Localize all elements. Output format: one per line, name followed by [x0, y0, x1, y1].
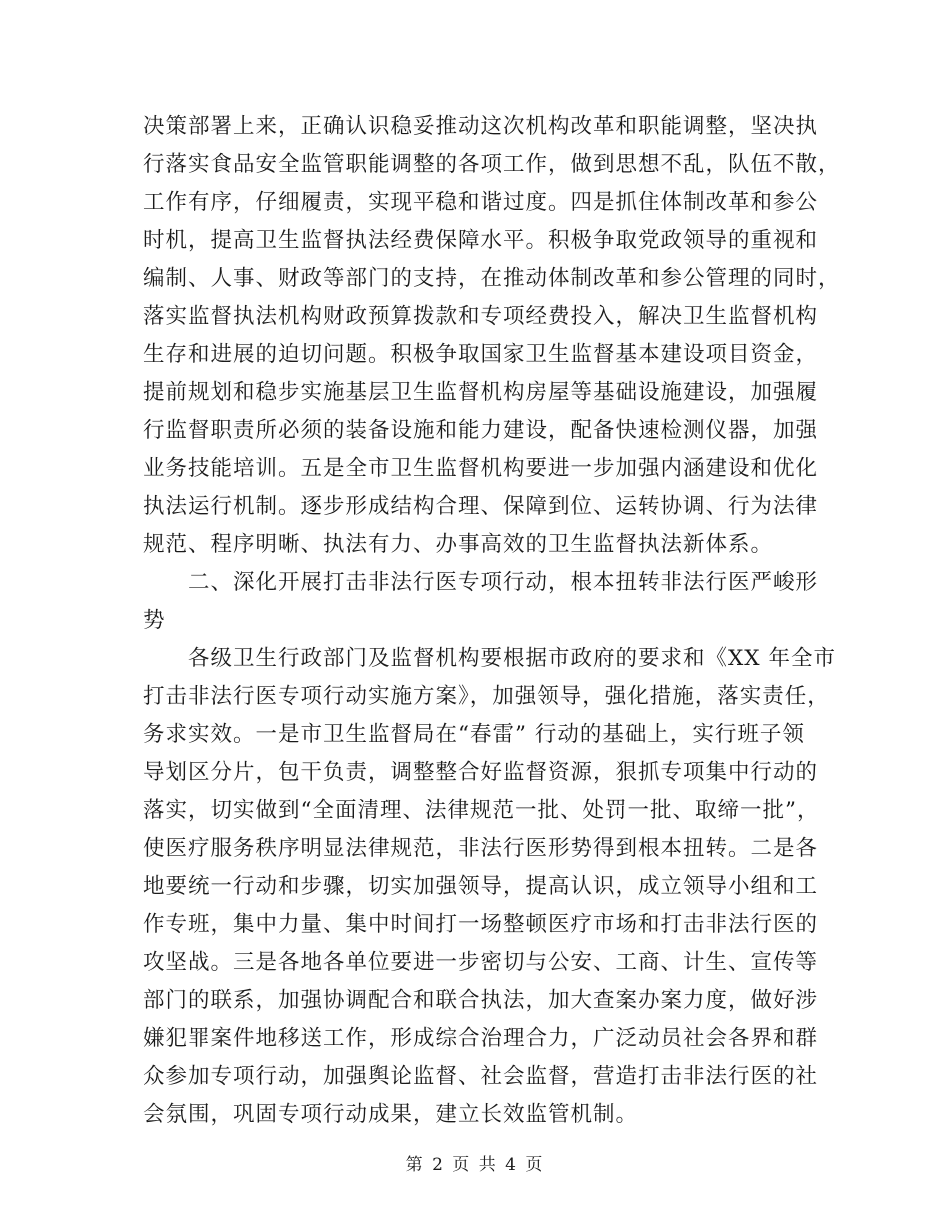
page-number-footer: 第 2 页 共 4 页	[405, 1155, 545, 1175]
paragraph-1-line-1: 决策部署上来，正确认识稳妥推动这次机构改革和职能调整，坚决执	[143, 114, 819, 139]
paragraph-1-line-3: 工作有序，仔细履责，实现平稳和谐过度。四是抓住体制改革和参公	[143, 190, 819, 215]
paragraph-2-line-8: 作专班，集中力量、集中时间打一场整顿医疗市场和打击非法行医的	[143, 912, 819, 937]
paragraph-2-line-3: 务求实效。一是市卫生监督局在“春雷” 行动的基础上，实行班子领	[143, 722, 805, 747]
paragraph-1-line-11: 执法运行机制。逐步形成结构合理、保障到位、运转协调、行为法律	[143, 494, 819, 519]
paragraph-1-line-7: 生存和进展的迫切问题。积极争取国家卫生监督基本建设项目资金，	[143, 342, 819, 367]
paragraph-2-line-2: 打击非法行医专项行动实施方案》，加强领导，强化措施，落实责任，	[143, 684, 830, 709]
paragraph-1-line-10: 业务技能培训。五是全市卫生监督机构要进一步加强内涵建设和优化	[143, 456, 819, 481]
paragraph-1-line-12: 规范、程序明晰、执法有力、办事高效的卫生监督执法新体系。	[143, 532, 774, 557]
paragraph-2-line-12: 众参加专项行动，加强舆论监督、社会监督，营造打击非法行医的社	[143, 1064, 819, 1089]
paragraph-2-line-9: 攻坚战。三是各地各单位要进一步密切与公安、工商、计生、宣传等	[143, 950, 819, 975]
paragraph-1-line-2: 行落实食品安全监管职能调整的各项工作，做到思想不乱，队伍不散，	[143, 152, 841, 177]
paragraph-2-line-10: 部门的联系，加强协调配合和联合执法，加大查案办案力度，做好涉	[143, 988, 819, 1013]
paragraph-2-line-13: 会氛围，巩固专项行动成果，建立长效监管机制。	[143, 1102, 639, 1127]
paragraph-1-line-9: 行监督职责所必须的装备设施和能力建设，配备快速检测仪器，加强	[143, 418, 819, 443]
paragraph-2-line-4: 导划区分片，包干负责，调整整合好监督资源，狠抓专项集中行动的	[143, 760, 819, 785]
paragraph-1-line-6: 落实监督执法机构财政预算拨款和专项经费投入，解决卫生监督机构	[143, 304, 819, 329]
paragraph-2-line-11: 嫌犯罪案件地移送工作，形成综合治理合力，广泛动员社会各界和群	[143, 1026, 819, 1051]
paragraph-2-line-6: 使医疗服务秩序明显法律规范，非法行医形势得到根本扭转。二是各	[143, 836, 819, 861]
section-heading-line-2: 势	[143, 608, 166, 633]
section-heading-line-1: 二、深化开展打击非法行医专项行动，根本扭转非法行医严峻形	[188, 570, 819, 595]
paragraph-2-line-1: 各级卫生行政部门及监督机构要根据市政府的要求和《XX 年全市	[188, 646, 836, 671]
paragraph-1-line-8: 提前规划和稳步实施基层卫生监督机构房屋等基础设施建设，加强履	[143, 380, 819, 405]
paragraph-1-line-5: 编制、人事、财政等部门的支持，在推动体制改革和参公管理的同时，	[143, 266, 841, 291]
paragraph-2-line-5: 落实，切实做到“全面清理、法律规范一批、处罚一批、取缔一批”，	[143, 798, 820, 823]
paragraph-1-line-4: 时机，提高卫生监督执法经费保障水平。积极争取党政领导的重视和	[143, 228, 819, 253]
paragraph-2-line-7: 地要统一行动和步骤，切实加强领导，提高认识，成立领导小组和工	[143, 874, 819, 899]
